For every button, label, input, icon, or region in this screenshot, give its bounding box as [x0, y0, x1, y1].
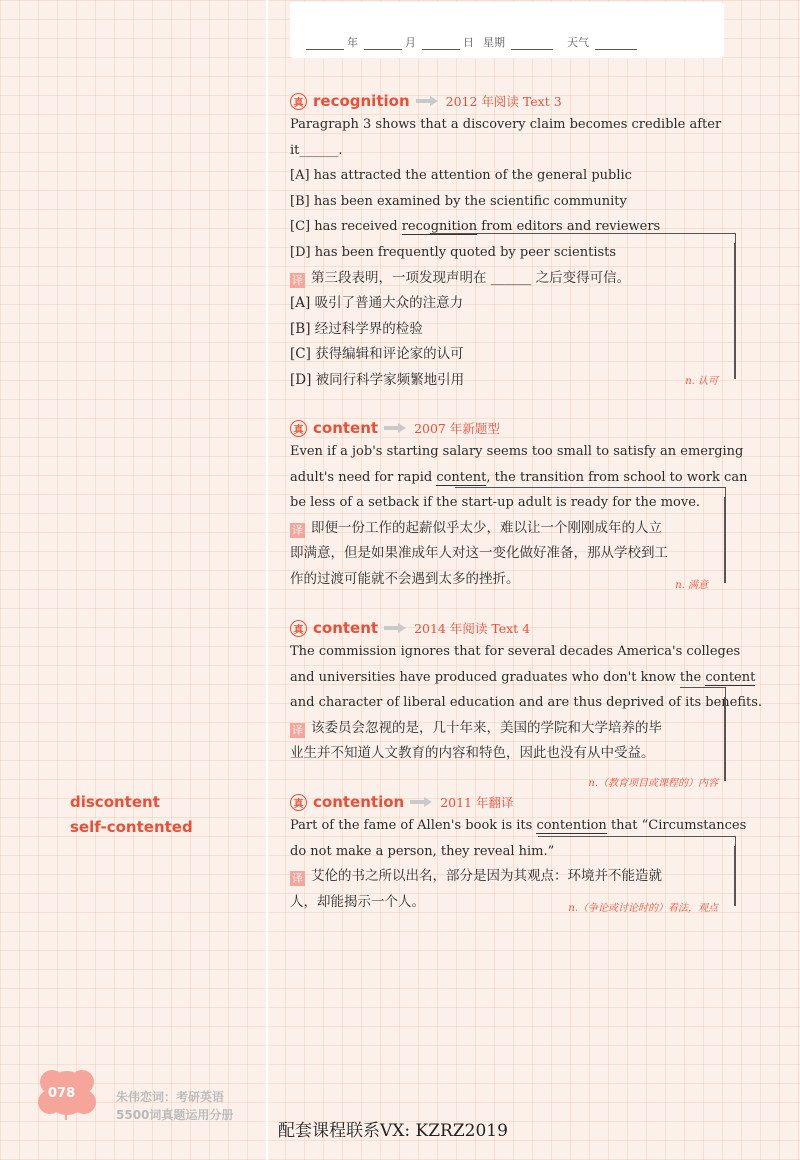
date-header [290, 2, 724, 58]
gloss-bracket-vertical [734, 243, 736, 379]
related-word: discontent [70, 793, 160, 811]
headword: contention [313, 793, 405, 811]
translation-line: [C] 获得编辑和评论家的认可 [290, 346, 464, 363]
text-line: it______. [290, 142, 343, 158]
entry-contention [290, 791, 747, 915]
gloss: n.（争论或讨论时的）看法，观点 [568, 903, 718, 914]
translation-tag: 译 [292, 273, 303, 287]
book-title-line: 5500词真题运用分册 [116, 1108, 234, 1122]
related-word: self-contented [70, 818, 193, 836]
related-words [70, 790, 193, 840]
headword: recognition [313, 92, 410, 110]
highlighted-word: recognition [401, 219, 478, 235]
entry-recognition [290, 90, 730, 394]
entry-content-2 [290, 617, 763, 789]
book-title [116, 1088, 233, 1124]
weather-label: 天气 [567, 36, 589, 49]
translation-line: 译 第三段表明，一项发现声明在 ______ 之后变得可信。 [292, 269, 631, 287]
source: 2012 年阅读 Text 3 [445, 94, 562, 109]
translation-line: 译 艾伦的书之所以出名，部分是因为其观点：环境并不能造就 [292, 868, 662, 886]
text-line: [D] has been frequently quoted by peer scientists [290, 244, 617, 260]
gloss-bracket-vertical [724, 697, 726, 781]
promo-watermark: 配套课程联系VX: KZRZ2019 [278, 1121, 508, 1141]
text-line: and universities have produced graduates who don't know the content [290, 669, 756, 685]
text-line: be less of a setback if the start-up adult is ready for the move. [290, 495, 701, 511]
translation-line: 业生并不知道人文教育的内容和特色，因此也没有从中受益。 [290, 745, 655, 762]
translation-line: [A] 吸引了普通大众的注意力 [290, 295, 464, 312]
gloss: n. 满意 [675, 580, 708, 591]
highlighted-word: contention [536, 818, 607, 833]
arrow-icon [410, 797, 432, 807]
text-line: Even if a job's starting salary seems too small to satisfy an emerging [290, 444, 744, 459]
translation-line: 人，却能揭示一个人。 [290, 893, 425, 910]
source: 2014 年阅读 Text 4 [414, 621, 531, 636]
headword: content [313, 619, 379, 637]
page-number: 078 [48, 1086, 76, 1101]
year-label: 年 [347, 36, 358, 49]
translation-line: 即满意，但是如果准成年人对这一变化做好准备，那从学校到工 [290, 545, 668, 562]
translation-line: [D] 被同行科学家频繁地引用 [290, 371, 465, 388]
entry-head [290, 417, 730, 439]
entry-head [290, 90, 730, 112]
text-line: Paragraph 3 shows that a discovery claim becomes credible after [290, 117, 722, 132]
gloss-bracket [538, 836, 736, 847]
zhen-marker: 真 [290, 93, 307, 110]
date-line [306, 34, 637, 50]
translation-tag: 译 [292, 872, 303, 886]
gloss-bracket-vertical [734, 846, 736, 906]
text-line: [A] has attracted the attention of the general public [290, 168, 632, 184]
headword: content [313, 419, 379, 437]
arrow-icon [384, 623, 406, 633]
gloss: n. 认可 [685, 376, 718, 387]
gloss-bracket [455, 487, 726, 498]
day-label: 日 [463, 36, 474, 49]
source: 2007 年新题型 [414, 421, 500, 436]
arrow-icon [416, 96, 438, 106]
source: 2011 年翻译 [440, 795, 514, 810]
month-label: 月 [405, 36, 416, 49]
zhen-marker: 真 [290, 620, 307, 637]
gloss: n.（教育项目或课程的）内容 [588, 778, 718, 789]
highlighted-word: content [436, 469, 487, 485]
entry-head [290, 791, 730, 813]
text-line: [B] has been examined by the scientific community [290, 193, 627, 209]
text-line: adult's need for rapid content, the transition from school to work can [290, 469, 748, 485]
entry-head [290, 617, 730, 639]
zhen-marker: 真 [290, 794, 307, 811]
translation-line: 译 该委员会忽视的是，几十年来，美国的学院和大学培养的毕 [292, 719, 662, 737]
text-line: The commission ignores that for several decades America's colleges [290, 644, 741, 659]
gloss-bracket [680, 687, 726, 698]
translation-tag: 译 [292, 523, 303, 537]
text-line: do not make a person, they reveal him.” [290, 843, 555, 859]
text-line: and character of liberal education and are thus deprived of its benefits. [290, 695, 763, 711]
entry-content-1 [290, 417, 748, 593]
book-title-line: 朱伟恋词：考研英语 [116, 1090, 225, 1104]
zhen-marker: 真 [290, 420, 307, 437]
translation-line: [B] 经过科学界的检验 [290, 320, 423, 337]
arrow-icon [384, 423, 406, 433]
highlighted-word: content [705, 669, 756, 685]
translation-tag: 译 [292, 723, 303, 737]
translation-line: 作的过渡可能就不会遇到太多的挫折。 [290, 570, 520, 587]
gloss-bracket-vertical [724, 497, 726, 583]
column-divider [266, 0, 268, 1160]
gloss-bracket [430, 233, 736, 244]
translation-line: 译 即便一份工作的起薪似乎太少，难以让一个刚刚成年的人立 [292, 519, 662, 537]
text-line: Part of the fame of Allen's book is its contention that “Circumstances [290, 818, 747, 833]
weekday-label: 星期 [483, 36, 505, 49]
text-line: [C] has received recognition from editors and reviewers [290, 219, 661, 235]
